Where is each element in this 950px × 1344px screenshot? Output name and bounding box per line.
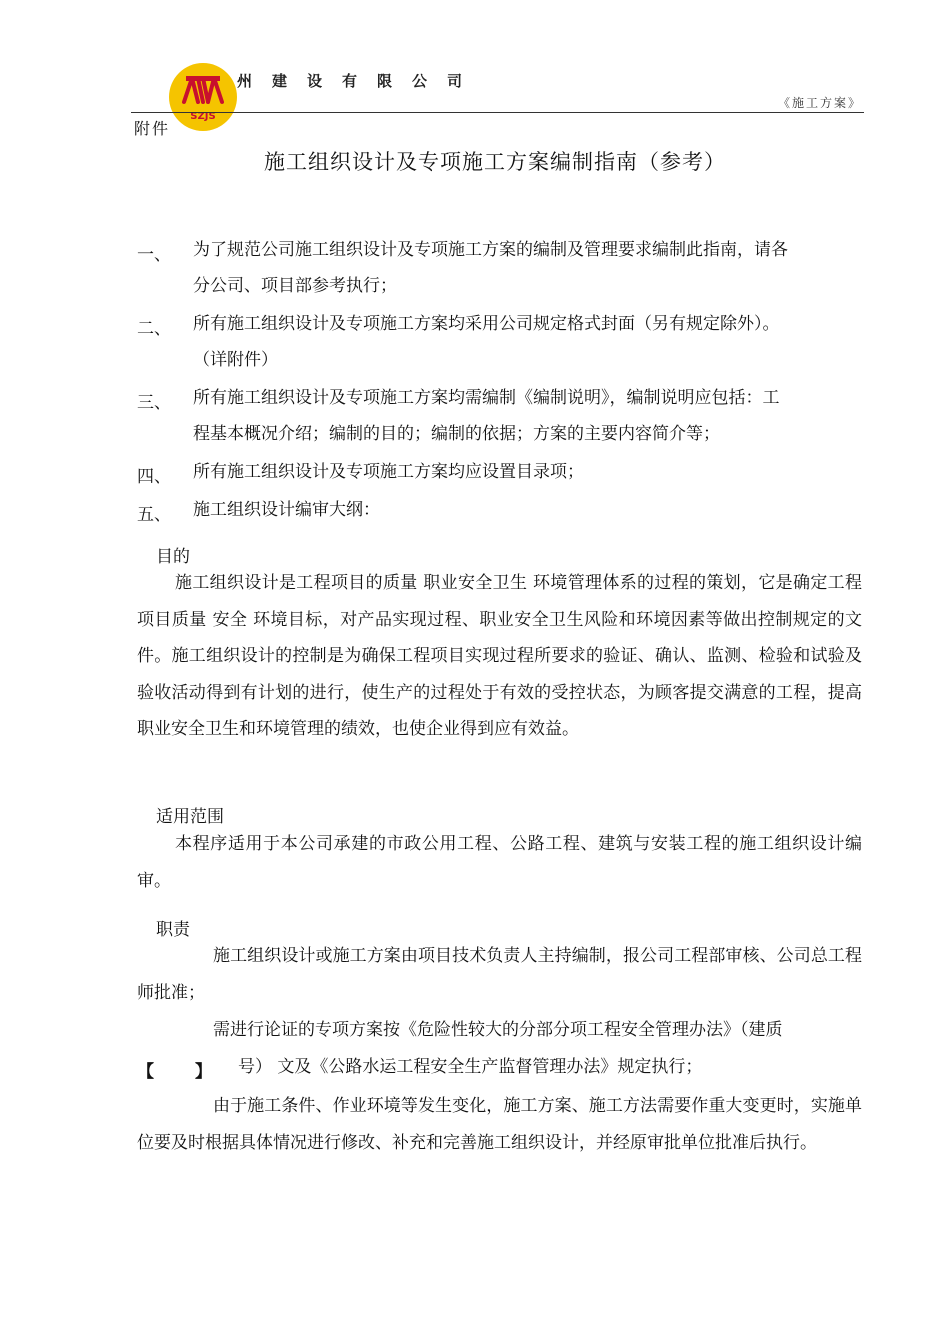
scope-text: 本程序适用于本公司承建的市政公用工程、公路工程、建筑与安装工程的施工组织设计编审。 [137,834,862,891]
duty-paragraph-3: 由于施工条件、作业环境等发生变化，施工方案、施工方法需要作重大变更时，实施单位要及时根据具体情况进行修改、补充和完善施工组织设计，并经原审批单位批准后执行。 [137,1096,862,1153]
duty-bracket-open: 【 [137,1062,154,1082]
purpose-heading: 目的 [156,547,190,567]
item-line: 程基本概况介绍；编制的目的；编制的依据；方案的主要内容简介等； [193,424,720,444]
header-divider [131,112,864,113]
item-line: 施工组织设计编审大纲： [193,500,380,520]
purpose-text: 施工组织设计是工程项目的质量 职业安全卫生 环境管理体系的过程的策划，它是确定工程项目质量 安全 环境目标，对产品实现过程、职业安全卫生风险和环境因素等做出控制规定的文件。施工组织设计的控制是为确保工程项目实现过程所要求的验证、确认、监测、检验和试验及验收活动得到有计划的进行，使生产的过程处于有效的受控状态，为顾客提交满意的工程，提高职业安全卫生和环境管理的绩效，也使企业得到应有效益。 [137,573,862,739]
scope-heading: 适用范围 [156,807,224,827]
item-line: 所有施工组织设计及专项施工方案均采用公司规定格式封面（另有规定除外）。 [193,314,780,334]
duty-paragraph-2-line-2: 号） 文及《公路水运工程安全生产监督管理办法》规定执行； [238,1057,703,1077]
item-number: 五、 [137,505,171,525]
duty-heading: 职责 [156,920,190,940]
svg-text:SZJS: SZJS [190,111,216,122]
item-line: 分公司、项目部参考执行； [193,276,397,296]
doc-type-label: 《施工方案》 [777,96,862,110]
duty-paragraph-1: 施工组织设计或施工方案由项目技术负责人主持编制，报公司工程部审核、公司总工程师批准； [137,946,862,1003]
item-number: 二、 [137,319,171,339]
company-name: 州建设有限公司 [237,72,483,90]
duty-paragraph-2-line-1: 需进行论证的专项方案按《危险性较大的分部分项工程安全管理办法》（建质 [213,1020,783,1040]
company-logo [168,62,238,132]
item-line: 为了规范公司施工组织设计及专项施工方案的编制及管理要求编制此指南，请各 [193,240,788,260]
item-line: 所有施工组织设计及专项施工方案均应设置目录项； [193,462,584,482]
document-title: 施工组织设计及专项施工方案编制指南（参考） [264,150,726,174]
item-line: （详附件） [193,350,278,370]
item-number: 四、 [137,467,171,487]
duty-bracket-close: 】 [195,1062,212,1082]
attachment-label: 附件 [134,119,171,138]
item-number: 一、 [137,245,171,265]
item-line: 所有施工组织设计及专项施工方案均需编制《编制说明》，编制说明应包括：工 [193,388,780,408]
item-number: 三、 [137,393,171,413]
